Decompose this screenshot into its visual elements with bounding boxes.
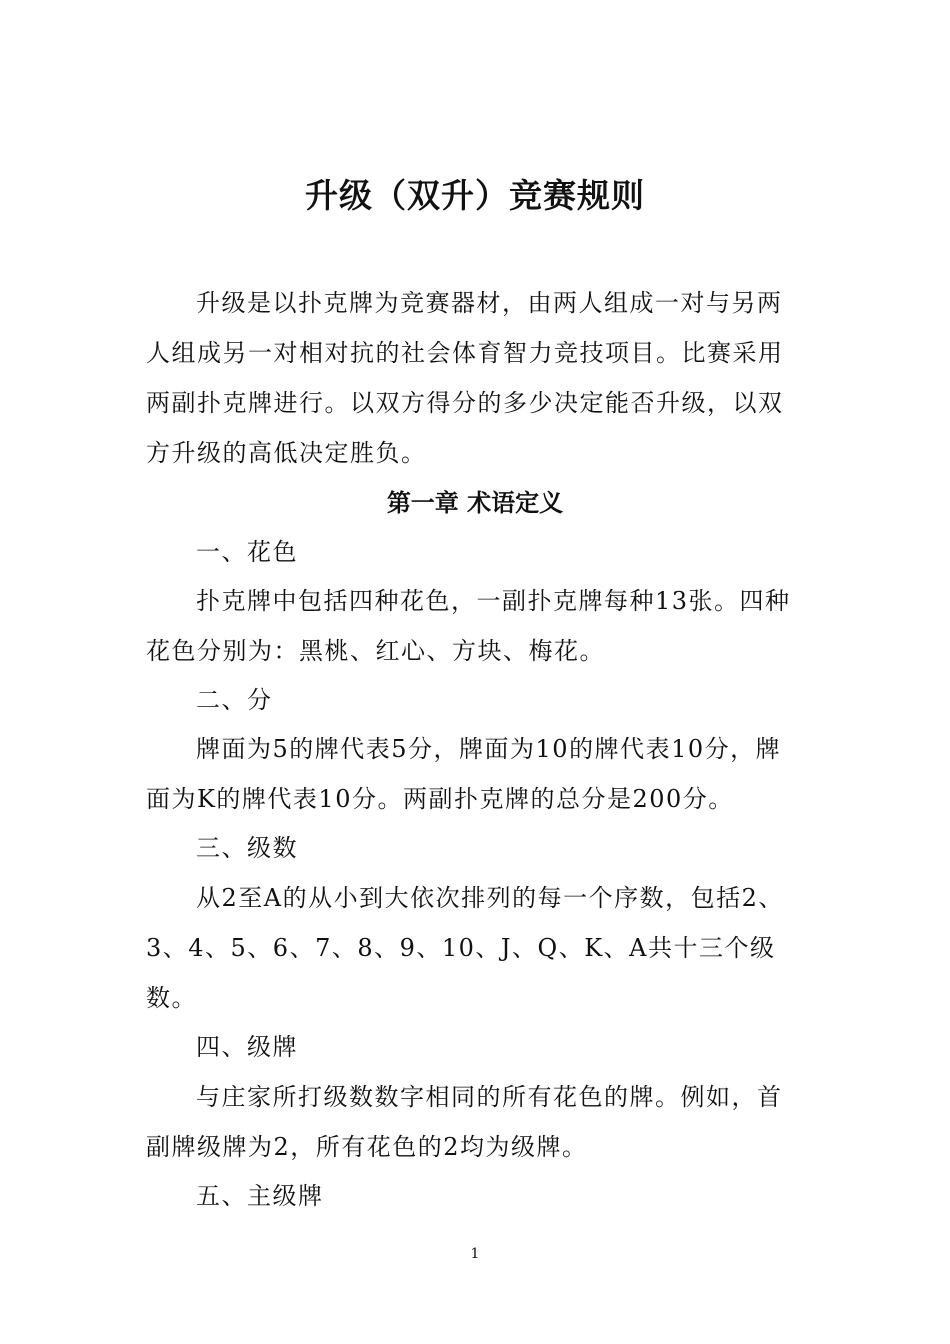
section-heading: 一、花色 xyxy=(196,538,298,566)
section-heading: 四、级牌 xyxy=(196,1033,298,1061)
section-body: 与庄家所打级数数字相同的所有花色的牌。例如，首副牌级牌为2，所有花色的2均为级牌。 xyxy=(146,1083,783,1161)
section-heading: 三、级数 xyxy=(196,834,298,862)
intro-paragraph: 升级是以扑克牌为竞赛器材，由两人组成一对与另两人组成另一对相对抗的社会体育智力竞技项目。比赛采用两副扑克牌进行。以双方得分的多少决定能否升级，以双方升级的高低决定胜负。 xyxy=(146,289,784,467)
section-heading: 五、主级牌 xyxy=(196,1182,324,1210)
section-body: 扑克牌中包括四种花色，一副扑克牌每种13张。四种花色分别为：黑桃、红心、方块、梅花。 xyxy=(146,587,791,665)
page-number: 1 xyxy=(470,1246,480,1262)
section-body: 牌面为5的牌代表5分，牌面为10的牌代表10分，牌面为K的牌代表10分。两副扑克牌的总分是200分。 xyxy=(146,735,782,813)
section-body: 从2至A的从小到大依次排列的每一个序数，包括2、3、4、5、6、7、8、9、10、J、Q、K、A共十三个级数。 xyxy=(146,884,784,1012)
document-title: 升级（双升）竞赛规则 xyxy=(305,176,645,215)
section-heading: 二、分 xyxy=(196,686,273,714)
chapter-title: 第一章 术语定义 xyxy=(386,488,564,517)
